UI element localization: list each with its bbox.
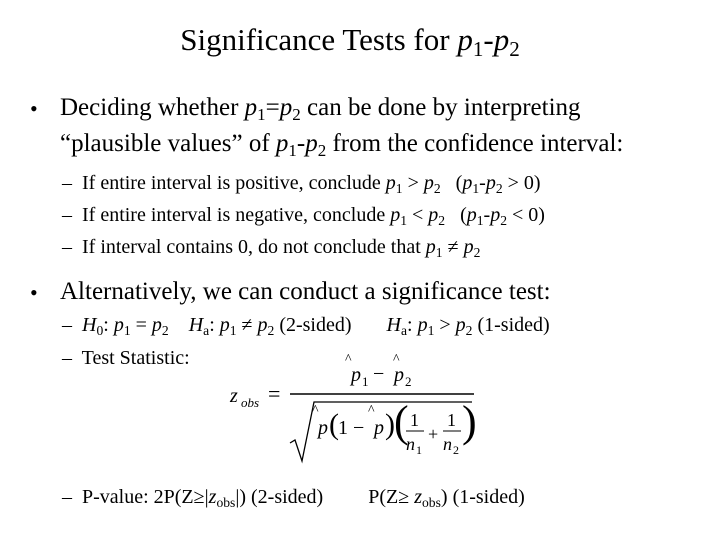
big-left-paren: ( (394, 397, 409, 446)
hat-mark: ^ (345, 352, 352, 367)
numerator-sub-1: 1 (362, 374, 369, 389)
equals-sign: = (268, 381, 281, 406)
right-paren: ) (385, 408, 395, 441)
hat-mark: ^ (368, 403, 375, 418)
bullet-marker: • (30, 96, 38, 121)
n2-symbol: n (443, 434, 452, 454)
fraction-one: 1 (410, 410, 419, 430)
fraction-one: 1 (447, 410, 456, 430)
left-paren: ( (329, 408, 339, 441)
numerator-p2: p (394, 364, 404, 386)
slide-title: Significance Tests for $p_1-p_2$ (180, 22, 520, 61)
denominator-p-hat: p (374, 417, 384, 439)
numerator-p1: p (351, 364, 361, 386)
obs-subscript: obs (241, 395, 260, 410)
hat-mark: ^ (393, 352, 400, 367)
z-statistic-formula (228, 348, 478, 468)
bullet-1-line-1: Deciding whether $p_1=p_2$ can be done by interpreting (60, 94, 581, 124)
plus-sign: + (428, 424, 439, 444)
sub-bullet-contains-zero: – If interval contains 0, do not conclude that $p_1 \ne p_2$ (62, 236, 481, 260)
sub-bullet-positive: – If entire interval is positive, conclude $p_1 > p_2$ $(p_1-p_2 > 0)$ (62, 172, 541, 196)
bullet-marker: • (30, 280, 38, 305)
hat-mark: ^ (312, 403, 319, 418)
sub-bullet-negative: – If entire interval is negative, conclude $p_1 < p_2$ $(p_1-p_2 < 0)$ (62, 204, 545, 228)
denominator-p: p (318, 417, 328, 439)
bullet-1-line-2: “plausible values” of $p_1-p_2$ from the confidence interval: (60, 130, 624, 160)
n1-sub: 1 (416, 443, 422, 457)
one-minus: 1 − (338, 417, 365, 439)
test-statistic-label: – Test Statistic: (62, 347, 190, 369)
bullet-2-text: Alternatively, we can conduct a significance test: (60, 278, 551, 305)
numerator-sub-2: 2 (405, 374, 412, 389)
minus-sign: − (373, 363, 385, 385)
big-right-paren: ) (462, 397, 477, 446)
p-value-line: – P-value: $2P(Z\ge|z_{obs}|)$ (2-sided) $P(Z\ge z_{obs})$ (1-sided) (62, 486, 525, 510)
n1-symbol: n (406, 434, 415, 454)
z-symbol: z (230, 385, 238, 407)
n2-sub: 2 (453, 443, 459, 457)
hypotheses-line: – $H_0$: $p_1 = p_2$ $H_a$: $p_1 \ne p_2$ (2-sided) $H_a$: $p_1 > p_2$ (1-sided) (62, 314, 550, 338)
